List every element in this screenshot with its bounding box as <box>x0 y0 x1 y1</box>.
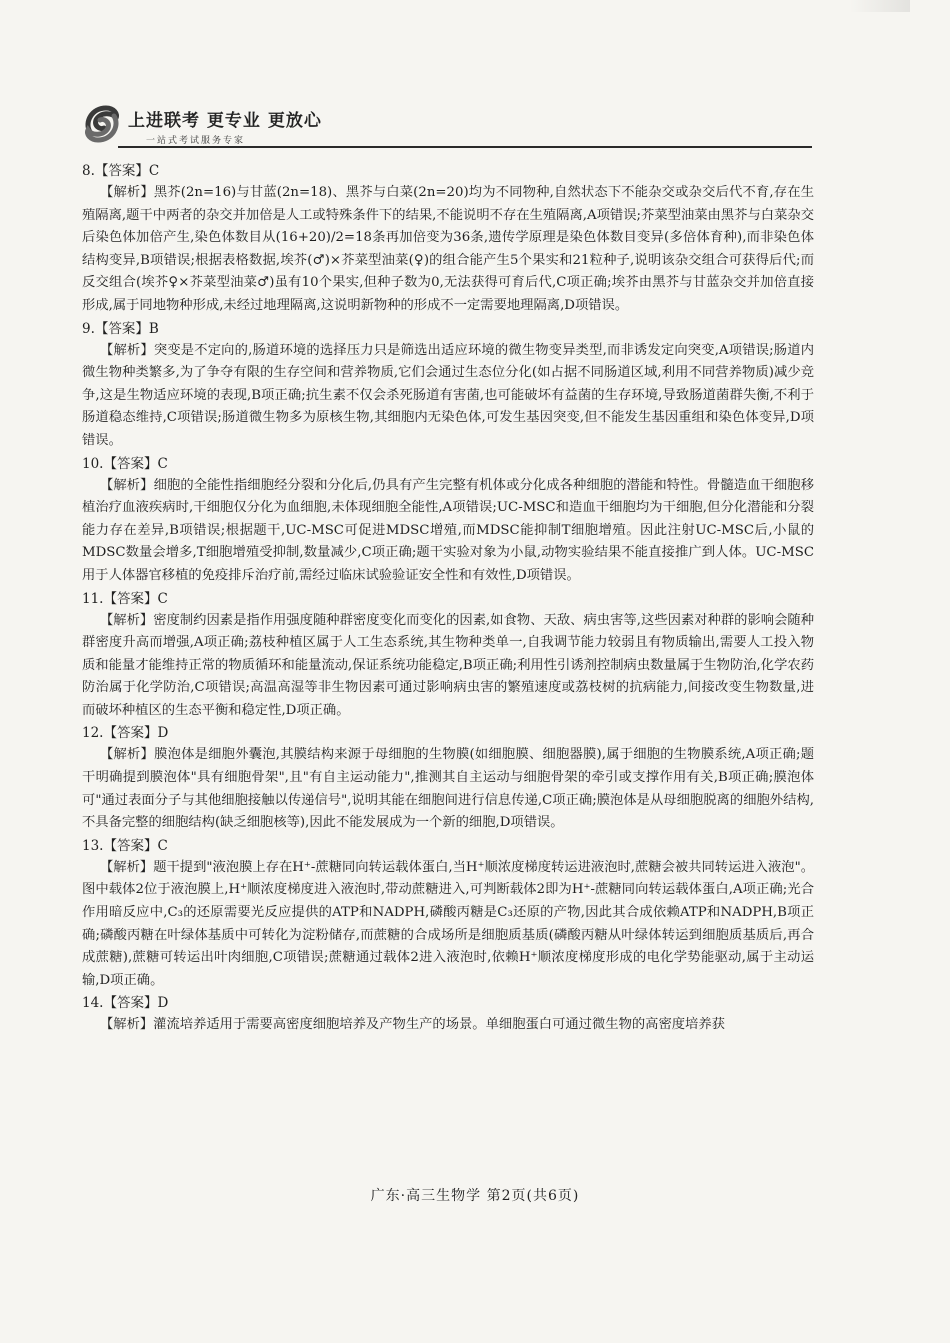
question-item <box>82 722 814 834</box>
answer-line: 13.【答案】C <box>82 837 168 854</box>
answer-line: 11.【答案】C <box>82 590 168 607</box>
page-footer: 广东·高三生物学 第2页(共6页) <box>370 1188 580 1204</box>
swirl-logo-icon <box>82 102 122 146</box>
answer-content <box>82 160 814 1037</box>
question-item <box>82 453 814 588</box>
analysis-text: 【解析】细胞的全能性指细胞经分裂和分化后,仍具有产生完整有机体或分化成各种细胞的潜能和特性。骨髓造血干细胞移植治疗血液疾病时,干细胞仅分化为血细胞,未体现细胞全能性,A项错误;UC-MSC和造血干细胞均为干细胞,但分化潜能和分裂能力存在差异,B项错误;根据题干,UC-MSC可促进MDSC增殖,而MDSC能抑制T细胞增殖。因此注射UC-MSC后,小鼠的MDSC数量会增多,T细胞增殖受抑制,数量减少,C项正确;题干实验对象为小鼠,动物实验结果不能直接推广到人体。UC-MSC用于人体器官移植的免疫排斥治疗前,需经过临床试验验证安全性和有效性,D项错误。 <box>82 477 814 583</box>
answer-line: 14.【答案】D <box>82 995 169 1012</box>
question-item <box>82 588 814 723</box>
question-item <box>82 160 814 318</box>
question-item <box>82 835 814 993</box>
answer-line: 12.【答案】D <box>82 725 169 742</box>
scan-shadow <box>850 0 910 12</box>
analysis-text: 【解析】题干提到"液泡膜上存在H⁺-蔗糖同向转运载体蛋白,当H⁺顺浓度梯度转运进液泡时,蔗糖会被共同转运进入液泡"。图中载体2位于液泡膜上,H⁺顺浓度梯度进入液泡时,带动蔗糖进入,可判断载体2即为H⁺-蔗糖同向转运载体蛋白,A项正确;光合作用暗反应中,C₃的还原需要光反应提供的ATP和NADPH,磷酸丙糖是C₃还原的产物,因此其合成依赖ATP和NADPH,B项正确;磷酸丙糖在叶绿体基质中可转化为淀粉储存,而蔗糖的合成场所是细胞质基质(磷酸丙糖从叶绿体转运到细胞质基质后,再合成蔗糖),蔗糖可转运出叶肉细胞,C项错误;蔗糖通过载体2进入液泡时,依赖H⁺顺浓度梯度形成的电化学势能驱动,属于主动运输,D项正确。 <box>82 859 814 988</box>
question-item <box>82 318 814 453</box>
analysis-text: 【解析】黑芥(2n=16)与甘蓝(2n=18)、黑芥与白菜(2n=20)均为不同物种,自然状态下不能杂交或杂交后代不育,存在生殖隔离,题干中两者的杂交并加倍是人工或特殊条件下的结果,不能说明不存在生殖隔离,A项错误;芥菜型油菜由黑芥与白菜杂交后染色体加倍产生,染色体数目从(16+20)/2=18条再加倍变为36条,遗传学原理是染色体数目变异(多倍体育种),而非染色体结构变异,B项错误;根据表格数据,埃芥(♂)×芥菜型油菜(♀)的组合能产生5个果实和21粒种子,说明该杂交组合可获得后代;而反交组合(埃芥♀×芥菜型油菜♂)虽有10个果实,但种子数为0,无法获得可育后代,C项正确;埃芥由黑芥与甘蓝杂交并加倍直接形成,属于同地物种形成,未经过地理隔离,这说明新物种的形成不一定需要地理隔离,D项错误。 <box>82 185 814 313</box>
header-divider <box>118 146 812 148</box>
answer-line: 10.【答案】C <box>82 455 168 472</box>
brand-slogan: 上进联考 更专业 更放心 <box>128 111 322 131</box>
brand-subtitle: 一站式考试服务专家 <box>146 136 246 146</box>
analysis-text: 【解析】突变是不定向的,肠道环境的选择压力只是筛选出适应环境的微生物变异类型,而非诱发定向突变,A项错误;肠道内微生物种类繁多,为了争夺有限的生存空间和营养物质,它们会通过生态位分化(如占据不同肠道区域,利用不同营养物质)减少竞争,这是生物适应环境的表现,B项正确;抗生素不仅会杀死肠道有害菌,也可能破坏有益菌的生存环境,导致肠道菌群失衡,不利于肠道稳态维持,C项错误;肠道微生物多为原核生物,其细胞内无染色体,可发生基因突变,但不能发生基因重组和染色体变异,D项错误。 <box>82 342 814 448</box>
question-item <box>82 992 814 1037</box>
page-header <box>82 100 812 158</box>
analysis-text: 【解析】密度制约因素是指作用强度随种群密度变化而变化的因素,如食物、天敌、病虫害等,这些因素对种群的影响会随种群密度升高而增强,A项正确;荔枝种植区属于人工生态系统,其生物种类单一,自我调节能力较弱且有物质输出,需要人工投入物质和能量才能维持正常的物质循环和能量流动,保证系统功能稳定,B项正确;利用性引诱剂控制病虫数量属于生物防治,化学农药防治属于化学防治,C项错误;高温高湿等非生物因素可通过影响病虫害的繁殖速度或荔枝树的抗病能力,间接改变生物数量,进而破坏种植区的生态平衡和稳定性,D项正确。 <box>82 612 814 718</box>
answer-line: 9.【答案】B <box>82 320 159 337</box>
analysis-text: 【解析】膜泡体是细胞外囊泡,其膜结构来源于母细胞的生物膜(如细胞膜、细胞器膜),属于细胞的生物膜系统,A项正确;题干明确提到膜泡体"具有细胞骨架",且"有自主运动能力",推测其自主运动与细胞骨架的牵引或支撑作用有关,B项正确;膜泡体可"通过表面分子与其他细胞接触以传递信号",说明其能在细胞间进行信息传递,C项正确;膜泡体是从母细胞脱离的细胞外结构,不具备完整的细胞结构(缺乏细胞核等),因此不能发展成为一个新的细胞,D项错误。 <box>82 747 814 831</box>
answer-line: 8.【答案】C <box>82 163 160 179</box>
analysis-text: 【解析】灌流培养适用于需要高密度细胞培养及产物生产的场景。单细胞蛋白可通过微生物的高密度培养获 <box>100 1017 725 1033</box>
